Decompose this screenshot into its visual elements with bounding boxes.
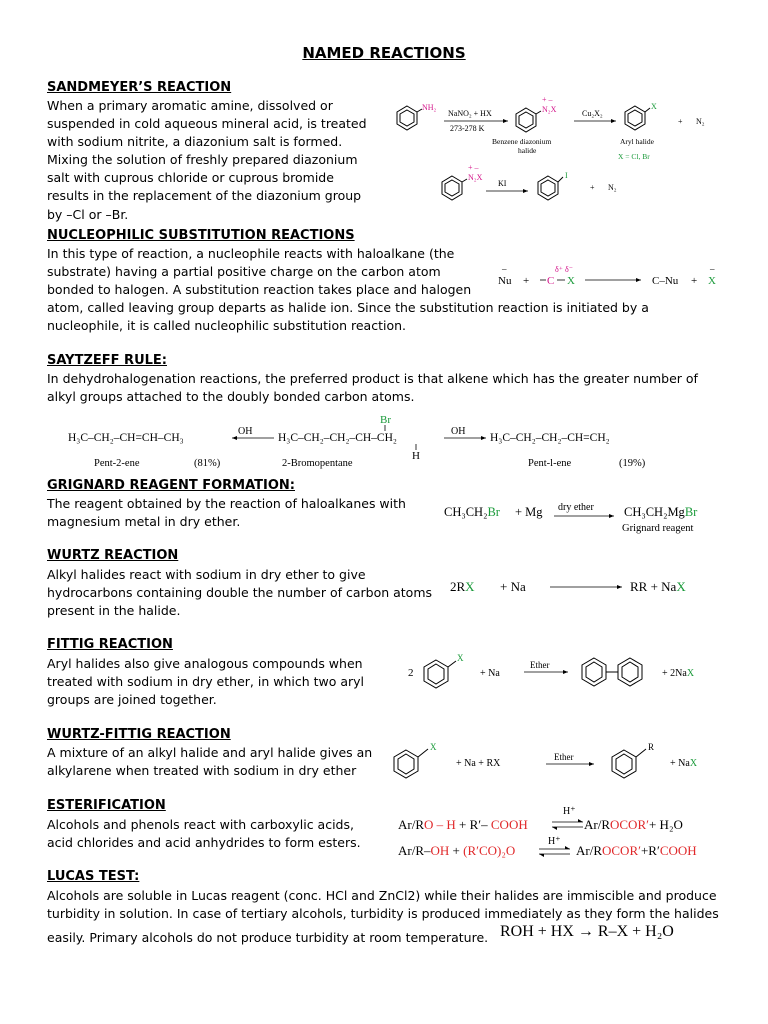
svg-text:Nu: Nu bbox=[498, 275, 512, 287]
benzene-ring-icon bbox=[612, 749, 646, 778]
wurtz-fittig-text: A mixture of an alkyl halide and aryl halide gives an alkylarene when treated with sodium in dry ether bbox=[47, 745, 373, 778]
label-diazonium: Benzene diazonium bbox=[492, 137, 552, 146]
svg-text:X: X bbox=[708, 275, 716, 287]
grignard-label: Grignard reagent bbox=[622, 523, 694, 534]
svg-text:–: – bbox=[710, 264, 715, 274]
grignard-heading: GRIGNARD REAGENT FORMATION: bbox=[47, 478, 295, 493]
wurtz-na: + Na bbox=[500, 579, 526, 594]
svg-text:I: I bbox=[565, 171, 568, 180]
nucleophilic-scheme bbox=[495, 262, 725, 296]
wurtz-reactant: 2RX bbox=[450, 579, 475, 594]
benzene-ring-icon bbox=[625, 106, 650, 130]
sandmeyer-reagent: NaNO₂ + HX bbox=[448, 109, 492, 118]
lucas-equation: ROH + HX → R–X + H₂O bbox=[500, 923, 674, 940]
svg-text:N₂: N₂ bbox=[696, 117, 705, 126]
svg-text:2-Bromopentane: 2-Bromopentane bbox=[282, 458, 353, 469]
label-x-cl-br: X = Cl, Br bbox=[618, 152, 650, 161]
ester-product-2: Ar/ROCOR′+R′COOH bbox=[576, 843, 697, 858]
page-title: NAMED REACTIONS bbox=[302, 44, 466, 62]
svg-text:C–Nu: C–Nu bbox=[652, 275, 679, 287]
svg-text:+ –: + – bbox=[542, 95, 553, 104]
fittig-text: Aryl halides also give analogous compounds when treated with sodium in dry ether, in which two aryl groups are joined together. bbox=[47, 656, 365, 707]
wurtz-product: RR + NaX bbox=[630, 579, 686, 594]
grignard-arrow bbox=[554, 512, 616, 520]
svg-text:+: + bbox=[523, 275, 530, 287]
cu2x2-label: Cu₂X₂ bbox=[582, 109, 603, 118]
pent-2-ene-formula: H₃C–CH₂–CH=CH–CH₃ bbox=[68, 432, 184, 444]
fittig-heading: FITTIG REACTION bbox=[47, 637, 173, 652]
wurtz-arrow bbox=[550, 583, 624, 591]
saytzeff-heading: SAYTZEFF RULE: bbox=[47, 353, 167, 368]
grignard-mg: + Mg bbox=[515, 505, 543, 519]
svg-text:Pent-l-ene: Pent-l-ene bbox=[528, 458, 572, 469]
sandmeyer-scheme bbox=[380, 94, 720, 206]
svg-text:+: + bbox=[691, 275, 698, 287]
svg-text:(81%): (81%) bbox=[194, 458, 221, 469]
svg-text:+: + bbox=[678, 117, 683, 126]
ester-equation-1: Ar/RO – H + R′– COOH bbox=[398, 817, 528, 832]
nucleophilic-heading: NUCLEOPHILIC SUBSTITUTION REACTIONS bbox=[47, 228, 355, 243]
svg-text:+ –: + – bbox=[468, 163, 479, 172]
label-aryl-halide: Aryl halide bbox=[620, 137, 654, 146]
nh2-label: NH₂ bbox=[422, 103, 437, 112]
grignard-product: CH₃CH₂MgBr bbox=[624, 505, 698, 519]
svg-text:+ NaX: + NaX bbox=[670, 758, 698, 769]
pent-1-ene-formula: H₃C–CH₂–CH₂–CH=CH₂ bbox=[490, 432, 610, 444]
svg-text:2: 2 bbox=[408, 667, 414, 679]
wurtz-fittig-scheme bbox=[388, 738, 718, 782]
svg-text:Br: Br bbox=[380, 414, 391, 426]
svg-text:halide: halide bbox=[518, 146, 537, 155]
benzene-ring-icon bbox=[516, 108, 541, 132]
benzene-ring-icon bbox=[397, 106, 422, 130]
svg-text:+ 2NaX: + 2NaX bbox=[662, 668, 695, 679]
benzene-ring-icon bbox=[538, 176, 563, 200]
ester-catalyst-2: H⁺ bbox=[548, 836, 561, 847]
svg-text:Ether: Ether bbox=[530, 660, 550, 670]
sandmeyer-temp: 273-278 K bbox=[450, 124, 485, 133]
diazonium-label: N₂X bbox=[542, 105, 557, 114]
benzene-ring-icon bbox=[424, 660, 456, 688]
lucas-text: Alcohols are soluble in Lucas reagent (conc. HCl and ZnCl2) while their halides are immiscible and produce turbidity in solution. In case of tertiary alcohols, turbidity is produced immediately as they form the halides easily. Primary alcohols do not produce turbidity at room temperature. bbox=[47, 888, 719, 945]
ester-product-1: Ar/ROCOR′+ H₂O bbox=[584, 817, 683, 832]
grignard-reactant: CH₃CH₂Br bbox=[444, 505, 500, 519]
svg-text:δ⁺ δ⁻: δ⁺ δ⁻ bbox=[555, 265, 573, 274]
svg-text:+ Na + RX: + Na + RX bbox=[456, 758, 501, 769]
svg-text:X: X bbox=[651, 102, 657, 111]
svg-text:X: X bbox=[457, 653, 464, 663]
fittig-scheme bbox=[400, 648, 720, 692]
svg-text:OH: OH bbox=[238, 426, 253, 437]
svg-text:R: R bbox=[648, 742, 655, 752]
biphenyl-icon bbox=[582, 658, 642, 686]
svg-text:H: H bbox=[412, 450, 420, 462]
svg-text:X: X bbox=[567, 275, 575, 287]
saytzeff-text: In dehydrohalogenation reactions, the preferred product is that alkene which has the greater number of alkyl groups attached to the doubly bonded carbon atoms. bbox=[47, 371, 698, 404]
ester-equation-2: Ar/R–OH + (R′CO)₂O bbox=[398, 843, 516, 858]
esterification-text: Alcohols and phenols react with carboxylic acids, acid chlorides and acid anhydrides to form esters. bbox=[47, 817, 361, 850]
ki-label: KI bbox=[498, 179, 507, 188]
grignard-text: The reagent obtained by the reaction of haloalkanes with magnesium metal in dry ether. bbox=[47, 496, 406, 529]
benzene-ring-icon bbox=[442, 176, 467, 200]
svg-text:+: + bbox=[590, 183, 595, 192]
benzene-ring-icon bbox=[394, 749, 428, 778]
sandmeyer-heading: SANDMEYER’S REACTION bbox=[47, 80, 232, 95]
svg-text:Ether: Ether bbox=[554, 752, 574, 762]
svg-text:N₂X: N₂X bbox=[468, 173, 483, 182]
svg-text:OH: OH bbox=[451, 426, 466, 437]
2-bromopentane-formula: H₃C–CH₂–CH₂–CH–CH₂ bbox=[278, 432, 397, 444]
grignard-condition: dry ether bbox=[558, 502, 594, 513]
sandmeyer-text: When a primary aromatic amine, dissolved or suspended in cold aqueous mineral acid, is treated with sodium nitrite, a diazonium salt is formed. Mixing the solution of freshly prepared diazonium salt with cuprous chloride or cuprous bromide results in the replacement of the diazonium group by –Cl or –Br. bbox=[47, 98, 367, 222]
svg-text:X: X bbox=[430, 742, 437, 752]
saytzeff-scheme bbox=[66, 414, 676, 470]
wurtz-text: Alkyl halides react with sodium in dry ether to give hydrocarbons containing double the number of carbon atoms present in the halide. bbox=[47, 567, 433, 618]
wurtz-fittig-heading: WURTZ-FITTIG REACTION bbox=[47, 727, 231, 742]
ester-catalyst-1: H⁺ bbox=[563, 806, 576, 817]
svg-text:(19%): (19%) bbox=[619, 458, 646, 469]
svg-text:+ Na: + Na bbox=[480, 668, 500, 679]
esterification-heading: ESTERIFICATION bbox=[47, 798, 166, 813]
svg-text:C: C bbox=[547, 275, 555, 287]
svg-text:N₂: N₂ bbox=[608, 183, 617, 192]
svg-text:Pent-2-ene: Pent-2-ene bbox=[94, 458, 140, 469]
lucas-heading: LUCAS TEST: bbox=[47, 869, 140, 884]
nucleophilic-text: In this type of reaction, a nucleophile reacts with haloalkane (the substrate) having a partial positive charge on the carbon atom bonded to halogen. A substitution reaction takes place and halogen atom, called leaving group departs as halide ion. Since the substitution reaction is initiated by a nucleophile, it is called nucleophilic substitution reaction. bbox=[47, 246, 649, 333]
equilibrium-arrow-2 bbox=[538, 845, 572, 859]
svg-text:–: – bbox=[502, 264, 507, 274]
wurtz-heading: WURTZ REACTION bbox=[47, 548, 179, 563]
equilibrium-arrow-1 bbox=[551, 818, 585, 832]
